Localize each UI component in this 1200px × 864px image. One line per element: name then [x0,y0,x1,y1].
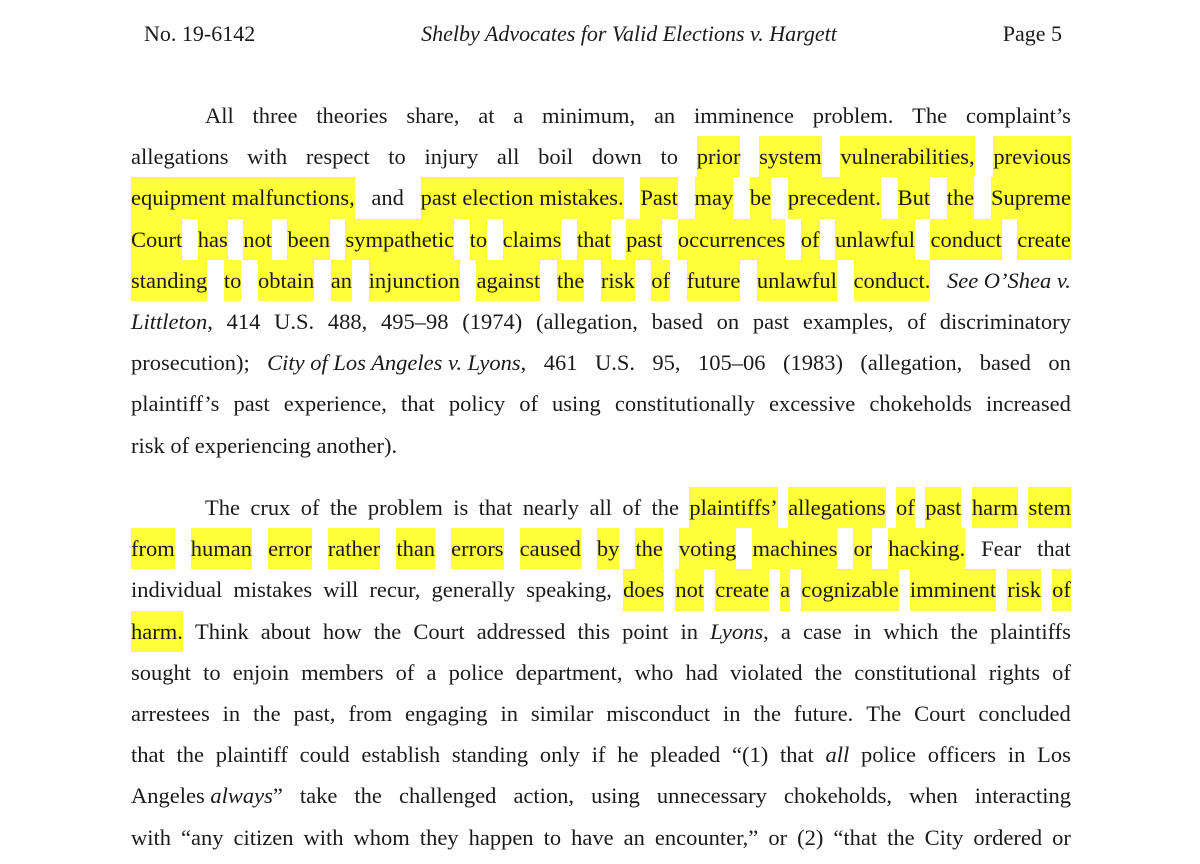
word: past, [293,700,336,726]
word: about [260,618,311,644]
text-line [131,219,1071,260]
text-line [131,611,1071,652]
word: sympathetic [345,219,454,260]
word: conduct. [854,260,931,301]
word: to [470,219,488,260]
text-line [131,569,1071,610]
word: stem [1028,487,1071,528]
paragraph-1 [131,95,1071,466]
word: prior [697,136,741,177]
word: pleaded [650,742,721,768]
word: action, [513,783,575,809]
word: had [685,659,718,685]
word: they [419,824,459,850]
word: error [268,528,312,569]
word: plaintiff [215,742,288,768]
word: 414 [226,308,261,334]
word: encounter,” [654,824,759,850]
word: nearly [522,495,580,520]
word: does [623,569,664,610]
word: department, [515,659,623,685]
word: increased [985,391,1071,417]
word: crux [250,495,291,520]
word: with [247,144,288,170]
word: be [750,177,771,218]
word: allegations [788,487,885,528]
word: unlawful [835,219,915,260]
word: could [299,742,350,768]
word: injunction [369,260,460,301]
word: excessive [769,391,856,417]
word: generally [431,577,516,603]
text-line [131,775,1071,816]
word: will [323,577,359,603]
word: to [660,144,679,170]
word: that [779,742,814,768]
word: is [453,495,469,520]
word: citizen [233,824,294,850]
word: plaintiffs [990,618,1071,644]
word: in [1007,742,1026,768]
word: by [597,528,620,569]
word: constitutional [854,659,977,685]
word: (2) [797,824,824,850]
word: to [388,144,406,170]
word: (1974) [462,308,523,334]
word: on [716,308,740,334]
word: examples, [802,308,894,334]
word: risk [601,260,635,301]
text-line [131,136,1071,177]
word: engaging [405,700,488,726]
word: past election mistakes. [421,177,624,218]
word: officers [927,742,997,768]
case-number: No. 19-6142 [144,21,256,46]
word: create [715,569,769,610]
word: 495–98 [381,308,449,334]
word: vulnerabilities, [840,136,974,177]
word: the [950,618,978,644]
text-line [131,693,1071,734]
word: may [695,177,734,218]
word: See O’Shea v. [946,267,1071,293]
word: all [825,742,850,768]
word: boil [538,144,574,170]
word: at [478,103,495,128]
word: recur, [369,577,421,603]
word: all [496,144,520,170]
word: in [222,700,241,726]
word: or [768,824,788,850]
word: an [331,260,352,301]
word: U.S. [274,308,315,334]
word: the [176,742,205,768]
word: “any [181,824,224,850]
word: “(1) [731,742,769,768]
word: All [205,103,234,128]
word: how [322,618,362,644]
word: has [198,219,228,260]
word: sought [131,659,192,685]
word: share, [406,103,460,128]
word: not [243,219,272,260]
word: imminence [693,103,794,128]
word: that [131,742,165,768]
word: human [191,528,252,569]
word: when [909,783,958,809]
page-header [144,14,1062,54]
word: to [203,659,221,685]
word: of [1052,659,1071,685]
word: the [354,783,382,809]
word: if [591,742,606,768]
paragraph-2 [131,487,1071,858]
text-line [131,177,1071,218]
word: of [651,260,670,301]
word: of [622,495,642,520]
word: or [1052,824,1071,850]
word: the [373,618,402,644]
case-title: Shelby Advocates for Valid Elections v. Hargett [421,21,837,46]
word: who [634,659,674,685]
word: than [396,528,435,569]
word: machines [752,528,837,569]
word: a [426,659,437,685]
word: City [924,824,964,850]
word: the [814,659,843,685]
word: to [543,824,562,850]
word: allegations [131,144,229,170]
word: chokeholds [869,391,972,417]
word: policy [448,391,506,417]
word: harm [972,487,1018,528]
word: (allegation, [536,308,638,334]
text-line [131,734,1071,775]
word: that [1037,536,1071,562]
word: ordered [973,824,1043,850]
word: past [925,487,961,528]
word: using [591,783,640,809]
word: But [898,177,931,218]
word: future. [793,700,854,726]
text-line [131,342,1071,383]
word: system [759,136,822,177]
word: using [552,391,601,417]
word: a [513,103,524,128]
text-line [131,487,1071,528]
word: minimum, [542,103,636,128]
text-line [131,652,1071,693]
word: with [303,824,344,850]
word: The [866,700,902,726]
word: he [617,742,639,768]
word: from [131,528,175,569]
word: of [519,391,538,417]
word: create [1017,219,1071,260]
word: problem [367,495,443,520]
word: individual [131,577,223,603]
word: precedent. [788,177,881,218]
word: police [861,742,916,768]
word: “that [833,824,878,850]
word: past [626,219,662,260]
word: discriminatory [939,308,1071,334]
word: Lyons, [710,618,769,644]
text-line [131,260,1071,301]
word: addressed [476,618,566,644]
word: in [680,618,698,644]
word: from [348,700,393,726]
word: U.S. [594,350,635,376]
word: that [577,219,611,260]
word: a [780,618,791,644]
word: based [651,308,703,334]
word: only [539,742,580,768]
word: risk of experiencing another). [131,432,398,458]
word: claims [503,219,562,260]
word: in [500,700,518,726]
word: Littleton, [131,308,213,334]
word: with [131,824,172,850]
word: of [896,487,915,528]
text-line [131,425,1071,466]
word: Think [194,618,249,644]
word: all [589,495,612,520]
word: injury [424,144,479,170]
word: challenged [398,783,497,809]
word: chokeholds, [783,783,892,809]
word: the [947,177,975,218]
word: (1983) [782,350,843,376]
word: the [557,260,585,301]
word: the [753,700,781,726]
word: 105–06 [698,350,766,376]
word: three [252,103,298,128]
word: in [853,618,872,644]
word: interacting [974,783,1071,809]
word: happen [468,824,534,850]
word: complaint’s [965,103,1071,128]
word: Los [1037,742,1071,768]
word: that [478,495,513,520]
word: standing [131,260,207,301]
word: Past [640,177,678,218]
word: the [253,700,281,726]
word: which [883,618,939,644]
word: the [635,528,663,569]
word: or [853,528,872,569]
word: theories [316,103,388,128]
text-line [131,383,1071,424]
word: Supreme [991,177,1071,218]
word: future [687,260,741,301]
word: been [287,219,329,260]
word: equipment malfunctions, [131,177,355,218]
word: the [651,495,679,520]
word: against [476,260,540,301]
word: members [301,659,384,685]
word: this [577,618,611,644]
word: case [802,618,842,644]
word: plaintiffs’ [689,487,777,528]
word: caused [520,528,581,569]
word: constitutionally [614,391,755,417]
word: harm. [131,611,183,652]
word: to [224,260,242,301]
word: experience, [283,391,387,417]
word: past [752,308,790,334]
word: obtain [258,260,314,301]
word: previous [993,136,1071,177]
word: arrestees [131,700,210,726]
word: enjoin [232,659,289,685]
word: Court [914,700,966,726]
word: hacking. [888,528,965,569]
word: Fear [981,536,1022,562]
word: rather [328,528,380,569]
word: an [623,824,645,850]
text-line [131,301,1071,342]
word: imminent [910,569,996,610]
word: The [912,103,948,128]
word: down [591,144,642,170]
word: of [395,659,415,685]
word: have [571,824,614,850]
text-line [131,817,1071,858]
word: speaking, [526,577,612,603]
word: 488, [327,308,368,334]
word: whom [353,824,410,850]
word: of [1052,569,1071,610]
word: of [907,308,926,334]
text-line [131,528,1071,569]
word: in [723,700,741,726]
word: police [448,659,504,685]
word: voting [679,528,737,569]
word: an [653,103,676,128]
word: conduct [930,219,1001,260]
word: standing [451,742,529,768]
word: Court [413,618,465,644]
word: not [675,569,704,610]
word: (allegation, [860,350,963,376]
word: rights [988,659,1041,685]
word: City of Los Angeles v. Lyons, [267,350,527,376]
text-line [131,95,1071,136]
word: a [780,569,790,610]
word: of [300,495,320,520]
word: similar [530,700,594,726]
word: unlawful [757,260,837,301]
word: plaintiff’s [131,391,220,417]
word: and [371,185,404,211]
word: the [329,495,358,520]
word: violated [730,659,803,685]
word: that [400,391,435,417]
word: Angeles always” [131,783,283,809]
word: the [887,824,915,850]
word: misconduct [606,700,711,726]
word: risk [1007,569,1041,610]
word: point [622,618,669,644]
word: mistakes [233,577,313,603]
word: on [1048,350,1071,376]
word: errors [451,528,503,569]
word: take [299,783,338,809]
word: The [205,495,240,520]
page-number: Page 5 [1002,21,1062,46]
word: Court [131,219,182,260]
word: establish [361,742,441,768]
word: occurrences [678,219,785,260]
word: of [801,219,820,260]
word: problem. [812,103,894,128]
word: past [233,391,270,417]
word: 95, [652,350,681,376]
word: respect [305,144,370,170]
word: concluded [978,700,1071,726]
word: based [979,350,1031,376]
word: unnecessary [656,783,767,809]
word: cognizable [801,569,898,610]
word: 461 [543,350,578,376]
word: prosecution); [131,350,250,376]
